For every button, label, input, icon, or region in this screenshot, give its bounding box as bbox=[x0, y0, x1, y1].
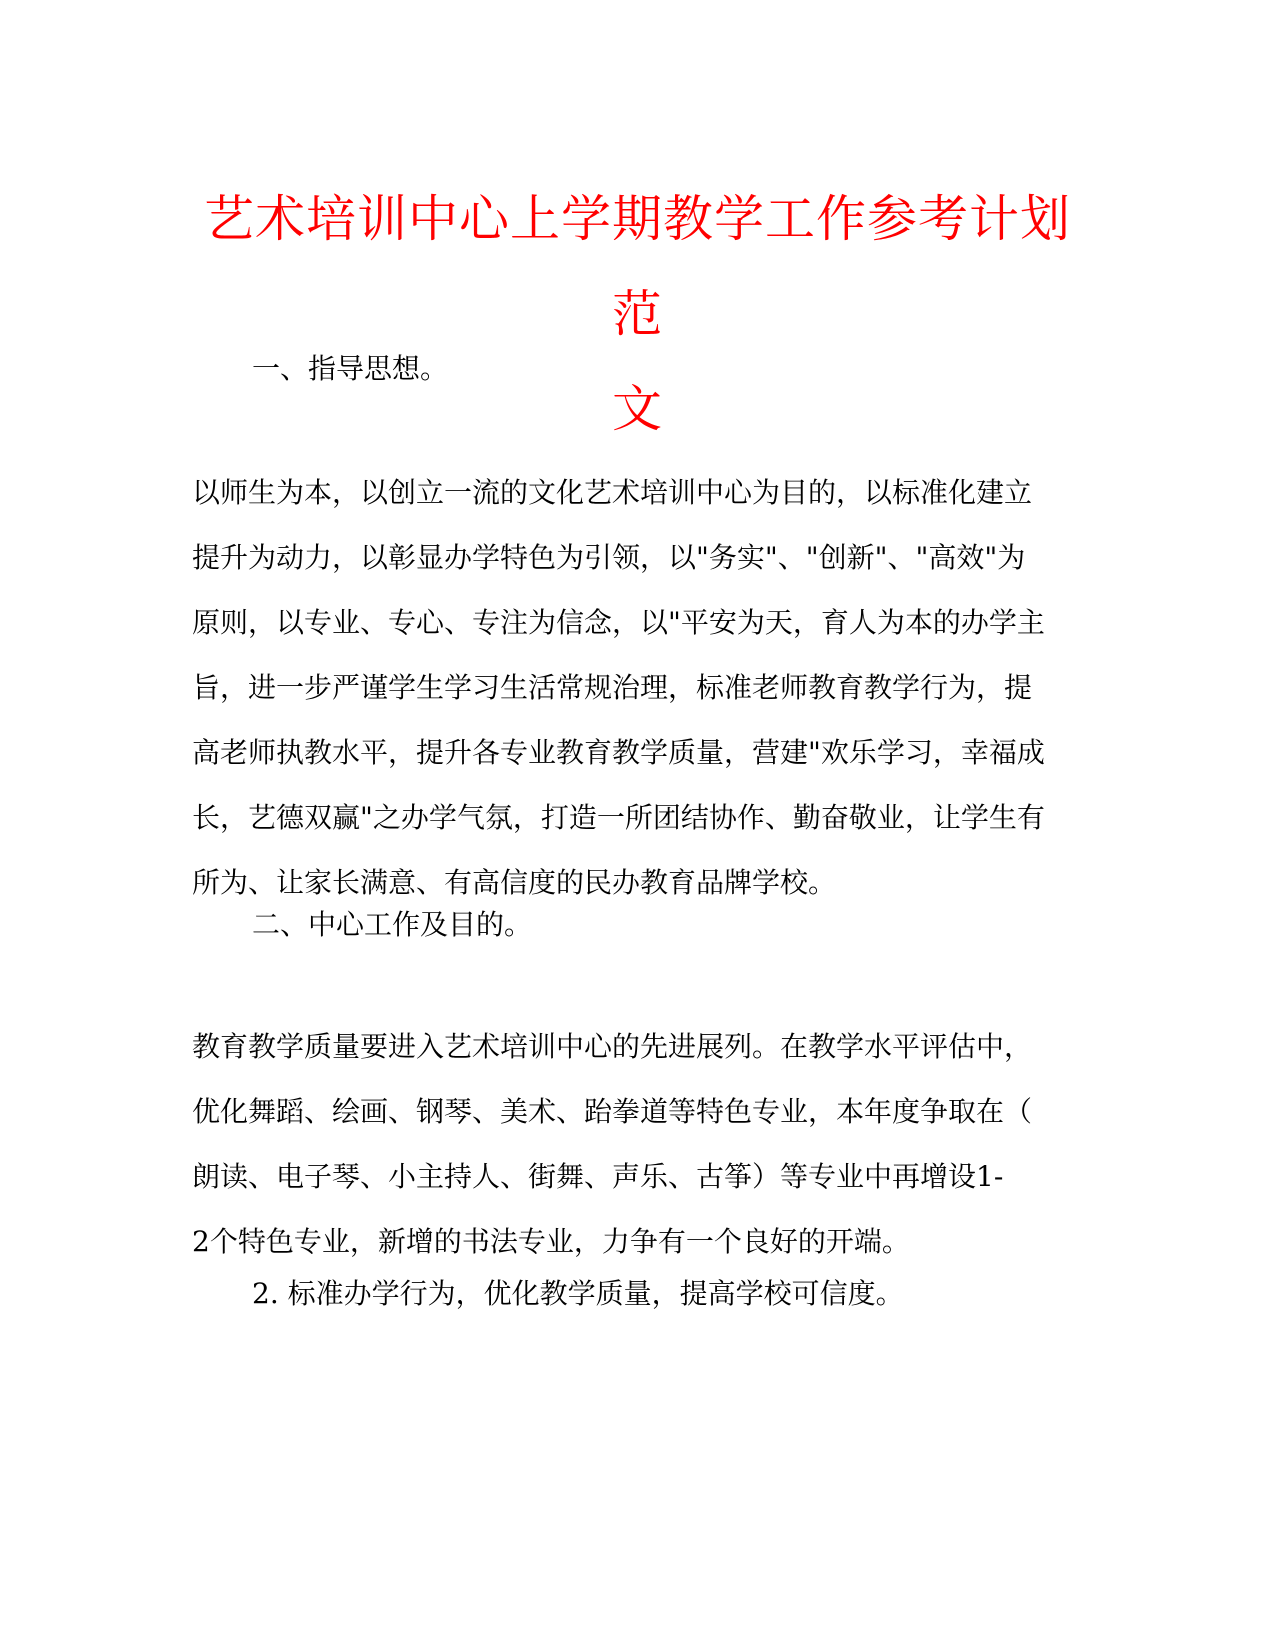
paragraph-line: 高老师执教水平，提升各专业教育教学质量，营建"欢乐学习，幸福成 bbox=[192, 736, 1045, 769]
paragraph-line: 优化舞蹈、绘画、钢琴、美术、跆拳道等特色专业，本年度争取在（ bbox=[192, 1095, 1033, 1128]
numbered-item-2: 2. 标准办学行为，优化教学质量，提高学校可信度。 bbox=[252, 1277, 904, 1310]
paragraph-line: 朗读、电子琴、小主持人、街舞、声乐、古筝）等专业中再增设1- bbox=[192, 1160, 1004, 1193]
section-heading-guiding-ideology: 一、指导思想。 bbox=[252, 352, 449, 385]
paragraph-line: 提升为动力，以彰显办学特色为引领，以"务实"、"创新"、"高效"为 bbox=[192, 541, 1026, 574]
paragraph-line: 所为、让家长满意、有高信度的民办教育品牌学校。 bbox=[192, 866, 837, 899]
paragraph-central-work bbox=[192, 1014, 1092, 1274]
paragraph-guiding-ideology bbox=[192, 460, 1092, 915]
paragraph-line: 以师生为本，以创立一流的文化艺术培训中心为目的，以标准化建立 bbox=[192, 476, 1033, 509]
paragraph-line: 长，艺德双赢"之办学气氛，打造一所团结协作、勤奋敬业，让学生有 bbox=[192, 801, 1045, 834]
section-heading-central-work: 二、中心工作及目的。 bbox=[252, 908, 533, 941]
document-title: 艺术培训中心上学期教学工作参考计划范 文 bbox=[204, 190, 1071, 438]
paragraph-line: 2个特色专业，新增的书法专业，力争有一个良好的开端。 bbox=[192, 1225, 910, 1258]
paragraph-line: 旨，进一步严谨学生学习生活常规治理，标准老师教育教学行为，提 bbox=[192, 671, 1033, 704]
paragraph-line: 原则，以专业、专心、专注为信念，以"平安为天，育人为本的办学主 bbox=[192, 606, 1045, 639]
paragraph-line: 教育教学质量要进入艺术培训中心的先进展列。在教学水平评估中， bbox=[192, 1030, 1033, 1063]
